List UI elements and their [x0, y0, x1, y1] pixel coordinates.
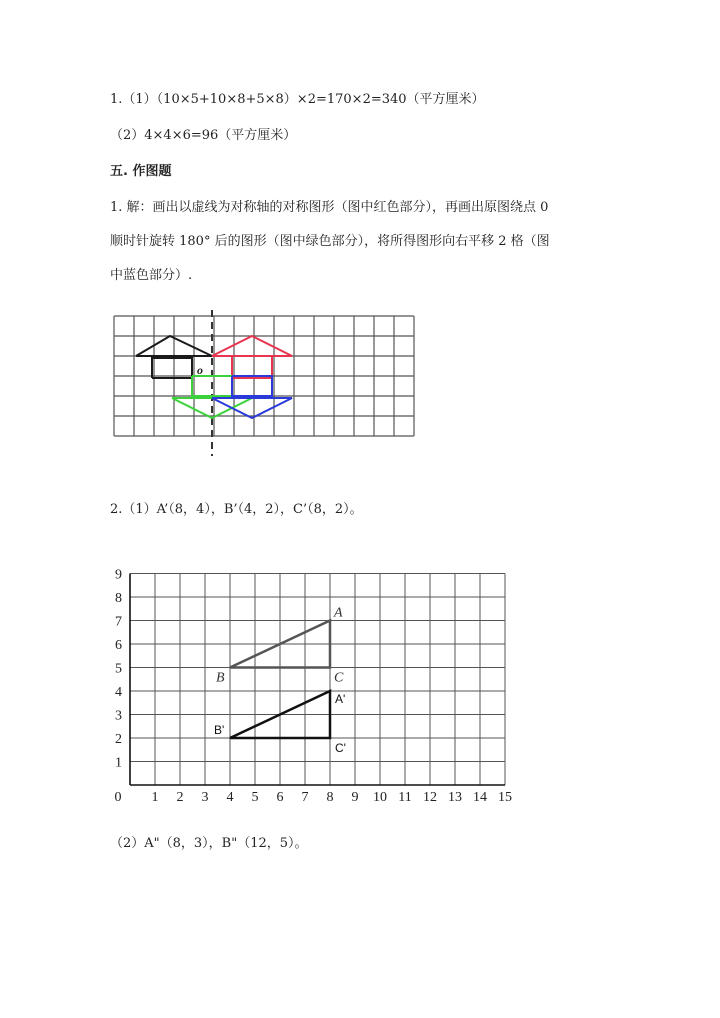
- answer-part-2: （2）A"（8，3），B"（12，5）。: [110, 836, 308, 851]
- y-tick-label: 1: [115, 755, 122, 771]
- y-tick-label: 2: [115, 732, 122, 747]
- y-tick-label: 9: [115, 567, 122, 583]
- x-tick-label: 2: [176, 790, 184, 805]
- figure2-axes: [115, 568, 513, 806]
- section-heading: 五. 作图题: [110, 164, 172, 179]
- x-tick-label: 0: [114, 790, 122, 805]
- y-tick-label: 7: [115, 614, 122, 630]
- x-tick-label: 5: [251, 790, 259, 805]
- translated-roof: [212, 398, 292, 418]
- vertex-label: C: [334, 670, 344, 686]
- x-tick-label: 12: [423, 790, 437, 805]
- figure2-grid: [130, 574, 505, 786]
- y-tick-label: 4: [115, 685, 122, 700]
- vertex-label: C': [335, 741, 346, 755]
- x-tick-label: 14: [473, 790, 487, 805]
- answer-line-1: 1.（1）（10×5+10×8+5×8）×2=170×2=340（平方厘米）: [110, 92, 485, 107]
- y-tick-label: 8: [115, 591, 122, 606]
- original-shape: [152, 358, 192, 378]
- reflected-shape: [212, 336, 292, 356]
- vertex-label: B': [214, 723, 225, 737]
- x-tick-label: 8: [326, 790, 334, 805]
- symmetry-figure: [112, 308, 417, 458]
- x-tick-label: 4: [226, 790, 234, 805]
- y-tick-label: 6: [115, 638, 122, 653]
- vertex-label: B: [216, 670, 225, 686]
- y-tick-label: 3: [115, 708, 122, 724]
- x-tick-label: 13: [448, 790, 462, 805]
- x-tick-label: 3: [201, 790, 209, 805]
- coordinate-figure: [110, 545, 530, 805]
- point-o-label: o: [197, 363, 203, 377]
- x-tick-label: 15: [498, 790, 512, 805]
- solution-line-2: 顺时针旋转 180° 后的图形（图中绿色部分），将所得图形向右平移 2 格（图: [110, 234, 550, 249]
- vertex-label: A: [334, 605, 343, 621]
- solution-line-3: 中蓝色部分）.: [110, 268, 193, 283]
- y-tick-label: 5: [115, 661, 122, 677]
- x-tick-label: 7: [301, 790, 309, 805]
- answer-part-1: 2.（1）A’（8，4），B’（4，2），C’（8，2）。: [110, 502, 363, 517]
- solution-line-1: 1. 解：画出以虚线为对称轴的对称图形（图中红色部分），再画出原图绕点 0: [110, 200, 549, 215]
- reflected-body: [232, 356, 272, 378]
- x-tick-label: 6: [276, 790, 284, 805]
- x-tick-label: 9: [351, 790, 359, 805]
- x-tick-label: 10: [373, 790, 387, 805]
- x-tick-label: 11: [398, 790, 412, 805]
- x-tick-label: 1: [151, 790, 159, 805]
- answer-line-2: （2）4×4×6=96（平方厘米）: [110, 128, 297, 143]
- vertex-label: A': [335, 692, 346, 706]
